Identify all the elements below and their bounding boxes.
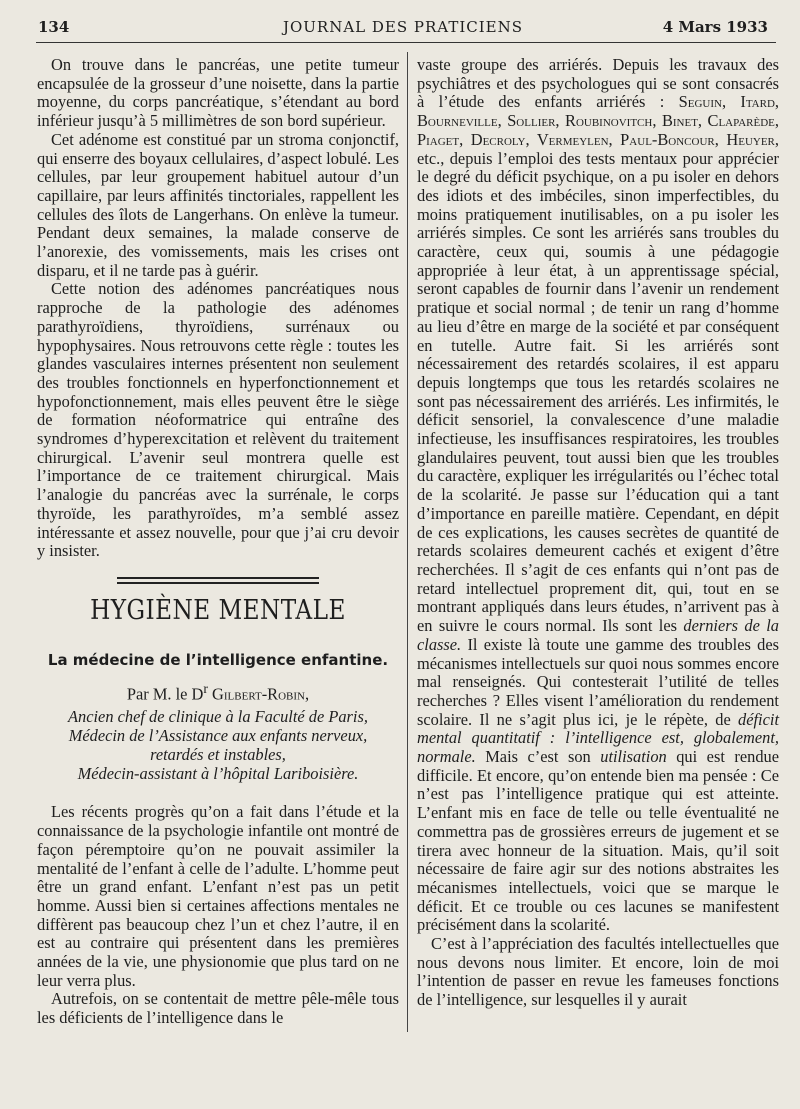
author-credentials (37, 707, 399, 783)
article-body (37, 803, 399, 1027)
article-title: La médecine de l’intelligence enfantine. (47, 650, 389, 669)
section-divider (37, 577, 399, 586)
text-run: vaste groupe des arriérés. Depuis les travaux des psychiâtres et des psychologues qui se sont consacrés à l’étude des enfants arriérés : (417, 55, 779, 112)
text-run: etc., depuis l’emploi des tests mentaux pour apprécier le degré du déficit psychique, on a pu isoler en dehors des idiots et des imbéciles, sinon imperfectibles, du moins pratiquement inutilisables, on a pu isoler les arriérés simples. Ce sont les arriérés sans troubles du caractère, ceux qui, soumis à une pédagogie appropriée à leur état, à un apprentissage spécial, seront capables de fournir dans l’avenir un rendement pratique et social normal ; de tenir un rang d’homme au lieu d’être en marge de la société et par conséquent en tutelle. Autre fait. Si les arriérés sont nécessairement des retardés scolaires, il est apparu depuis longtemps que tous les retardés scolaires ne sont pas nécessairement des arriérés. Les infirmités, le déficit sensoriel, la convalescence d’une maladie infectieuse, les insuffisances respiratoires, les troubles glandulaires peuvent, tout aussi bien que les troubles du caractère, expliquer les irrégularités ou l’échec total de la scolarité. Je passe sur l’éducation qui a tant d’importance en pareille matière. Cependant, en dépit de ces explications, les causes secrètes de quantité de retards scolaires demeurent cachés et exigent d’être recherchées. Il s’agit de ces enfants qui n’ont pas de retard intellectuel proprement dit, qui, tout en se montrant appliqués dans leurs études, n’arrivent pas à en suivre le cours normal. Ils sont les (417, 148, 779, 636)
paragraph: Cette notion des adénomes pancréatiques nous rapproche de la pathologie des adénomes parathyroïdiens, thyroïdiens, surrénaux ou hypophysaires. Nous retrouvons cette règle : toutes les glandes vasculaires internes présentent non seulement des troubles fonctionnels en hyperfonctionnement et hypofonctionnement, mais elles peuvent être le siège de formation néoformatrice qui entraîne des syndromes d’hyperexcitation et relèvent du traitement chirurgical. L’avenir seul montrera quelle est l’importance de ce traitement chirurgical. Mais l’analogie du pancréas avec la surrénale, le corps thyroïde, les parathyroïdes, m’a semblé assez intéressante et assez nouvelle, pour que j’ai cru devoir y insister. (37, 279, 399, 561)
credential-line: Médecin-assistant à l’hôpital Lariboisière. (77, 764, 359, 784)
byline-sup: r (203, 680, 208, 696)
author-name: Gilbert-Robin, (212, 684, 310, 704)
emphasis: derniers de la classe. (417, 616, 779, 654)
left-column (37, 56, 399, 1028)
issue-date: 4 Mars 1933 (662, 18, 768, 36)
paragraph: C’est à l’appréciation des facultés intellectuelles que nous devons nous limiter. Et encore, loin de moi l’intention de passer en revue les fameuses fonctions de l’intelligence, sur lesquelles il y aurait (417, 934, 779, 1010)
paragraph (417, 56, 779, 935)
paragraph: Cet adénome est constitué par un stroma conjonctif, qui enserre des boyaux cellulaires, d’aspect lobulé. Les cellules, par leur groupement habituel autour d’un capillaire, par leurs affinités tinctoriales, rappellent les cellules des îlots de Langerhans. On enlève la tumeur. Pendant deux semaines, la malade conserve de l’anorexie, des vomissements, mais les crises ont disparu, et il ne tarde pas à guérir. (37, 129, 399, 280)
journal-title: JOURNAL DES PRATICIENS (282, 18, 524, 36)
page-number: 134 (38, 18, 70, 36)
header-rule (36, 42, 776, 43)
text-run: Mais c’est son (475, 747, 601, 767)
paragraph: Les récents progrès qu’on a fait dans l’étude et la connaissance de la psychologie infantile ont montré de façon péremptoire qu’on ne pouvait assimiler la mentalité de l’enfant à celle de l’adulte. L’homme peut être un grand enfant. L’enfant n’est pas un petit homme. Aussi bien si certaines affections mentales ne diffèrent pas beaucoup chez l’un et chez l’autre, il en est au contraire qui présentent dans les premières années de la vie, une physionomie que plus tard on ne leur verra plus. (37, 802, 399, 990)
byline-prefix: Par M. le D (126, 684, 204, 704)
credential-line: Ancien chef de clinique à la Faculté de Paris, (68, 707, 368, 727)
right-column (417, 56, 779, 1010)
paragraph: Autrefois, on se contentait de mettre pêle-mêle tous les déficients de l’intelligence dans le (37, 989, 399, 1028)
emphasis: utilisation (600, 747, 667, 767)
column-rule (407, 52, 408, 1032)
credential-line: Médecin de l’Assistance aux enfants nerveux, (68, 726, 368, 746)
credential-line: retardés et instables, (150, 745, 286, 765)
section-title: HYGIÈNE MENTALE (90, 594, 346, 626)
byline (37, 679, 399, 704)
running-head (38, 18, 768, 40)
paragraph: On trouve dans le pancréas, une petite tumeur encapsulée de la grosseur d’une noisette, dans la partie moyenne, du corps pancréatique, s’étendant au bord inférieur jusqu’à 5 millimètres de son bord supérieur. (37, 55, 399, 131)
text-run: qui est rendue difficile. Et encore, qu’on entende bien ma pensée : Ce n’est pas l’intelligence pratique qui est atteinte. L’enfant mis en face de telle ou telle éventualité ne commettra pas de grossières erreurs de jugement et se tirera avec honneur de la situation. Mais, qu’il soit nécessaire de faire agir sur des notions abstraites les mécanismes intellectuels, voici que se marque le déficit. Et ce trouble ou ces lacunes se manifestent précisément dans la scolarité. (417, 747, 779, 935)
author-names: Seguin, Itard, Bourneville, Sollier, Roubinovitch, Binet, Claparède, Piaget, Decroly, Vermeylen, Paul-Boncour, Heuyer, (417, 92, 779, 149)
text-run: Il existe là toute une gamme des troubles des mécanismes intellectuels sur quoi nous sommes encore mal renseignés. Qui contesterait l’utilité de telles recherches ? Elles visent l’amélioration du rendement scolaire. Il ne s’agit plus ici, je le répète, de (417, 634, 779, 729)
emphasis: déficit mental quantitatif : l’intelligence est, globalement, normale. (417, 709, 779, 767)
